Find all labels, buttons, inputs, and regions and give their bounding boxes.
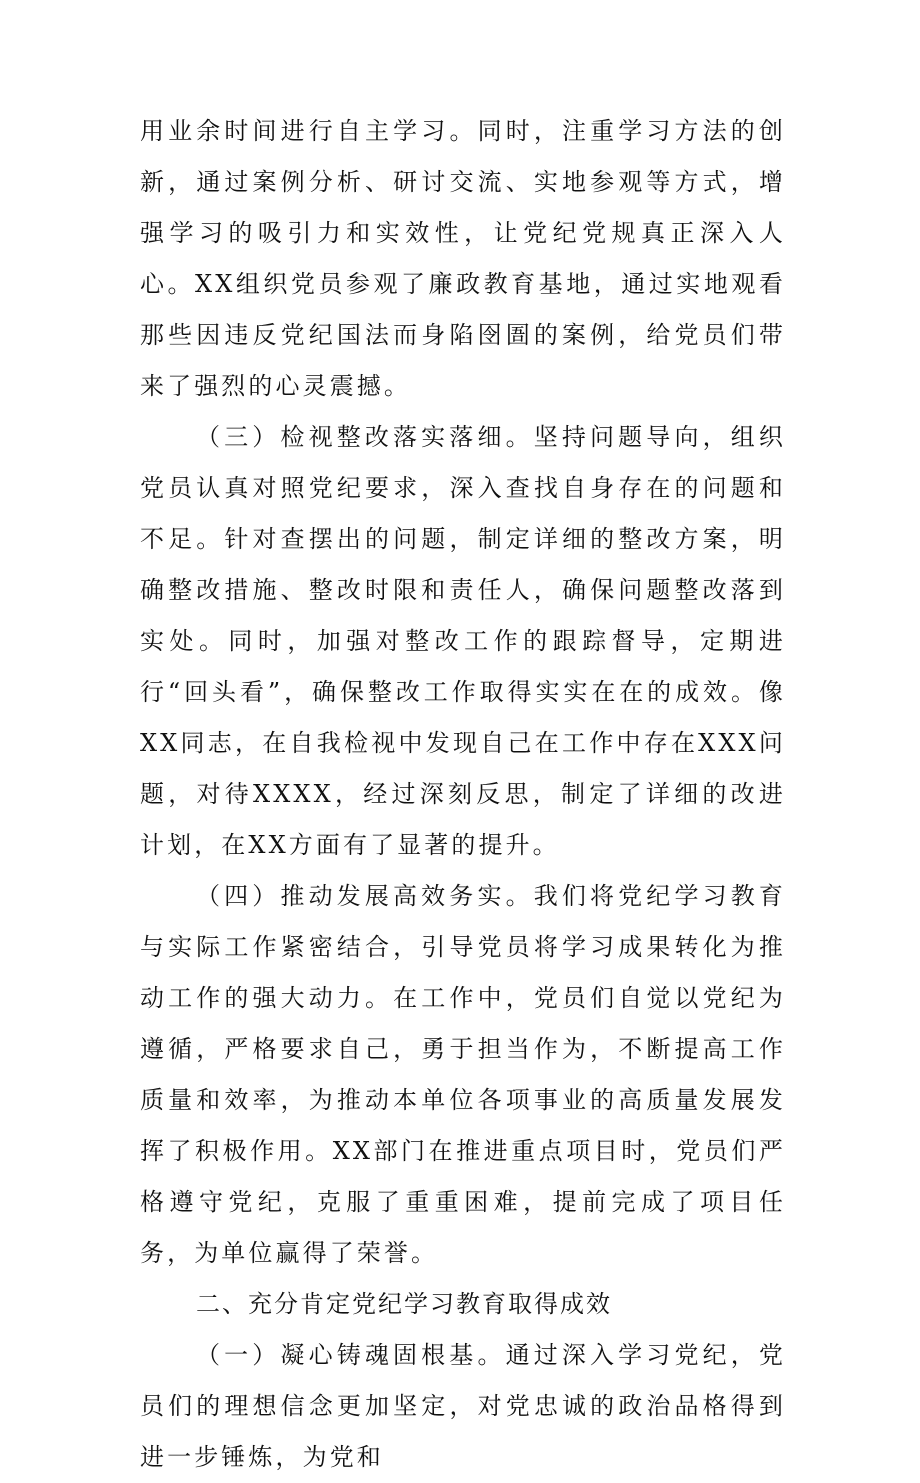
paragraph-development: （四）推动发展高效务实。我们将党纪学习教育与实际工作紧密结合，引导党员将学习成果转化为推动工作的强大动力。在工作中，党员们自觉以党纪为遵循，严格要求自己，勇于担当作为，不断提高工作质量和效率，为推动本单位各项事业的高质量发展发挥了积极作用。XX部门在推进重点项目时，党员们严格遵守党纪，克服了重重困难，提前完成了项目任务，为单位赢得了荣誉。 xyxy=(140,882,786,1267)
document-body xyxy=(140,106,786,1483)
section-heading: 二、充分肯定党纪学习教育取得成效 xyxy=(196,1290,612,1318)
paragraph-rectification: （三）检视整改落实落细。坚持问题导向，组织党员认真对照党纪要求，深入查找自身存在的问题和不足。针对查摆出的问题，制定详细的整改方案，明确整改措施、整改时限和责任人，确保问题整改落到实处。同时，加强对整改工作的跟踪督导，定期进行“回头看”，确保整改工作取得实实在在的成效。像XX同志，在自我检视中发现自己在工作中存在XXX问题，对待XXXX，经过深刻反思，制定了详细的改进计划，在XX方面有了显著的提升。 xyxy=(140,423,786,859)
paragraph-study-methods: 用业余时间进行自主学习。同时，注重学习方法的创新，通过案例分析、研讨交流、实地参观等方式，增强学习的吸引力和实效性，让党纪党规真正深入人心。XX组织党员参观了廉政教育基地，通过实地观看那些因违反党纪国法而身陷囹圄的案例，给党员们带来了强烈的心灵震撼。 xyxy=(140,117,786,400)
paragraph-ideals: （一）凝心铸魂固根基。通过深入学习党纪，党员们的理想信念更加坚定，对党忠诚的政治品格得到进一步锤炼，为党和 xyxy=(140,1341,786,1471)
